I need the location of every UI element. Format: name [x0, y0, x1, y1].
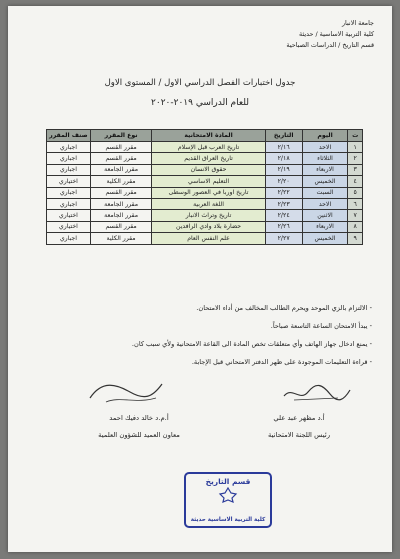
university-name: جامعة الانبار [341, 19, 374, 27]
row-date: ٢/٢٦ [265, 221, 302, 232]
stamp-college: كلية التربية الاساسية حديثة [190, 517, 266, 523]
row-subject: تاريخ العراق القديم [152, 153, 265, 164]
signature-left-scribble [86, 378, 166, 406]
row-day: الاربعاء [302, 221, 348, 232]
col-number: ت [348, 130, 363, 142]
row-number: ٤ [348, 176, 363, 187]
signer-title-right: رئيس اللجنة الامتحانية [267, 431, 330, 439]
row-number: ٣ [348, 164, 363, 175]
signature-vice-dean [74, 410, 204, 444]
row-number: ٥ [348, 187, 363, 198]
document-page [8, 6, 392, 552]
col-subject: المادة الامتحانية [152, 130, 265, 142]
row-course-category: اجباري [47, 164, 91, 175]
table-row [47, 164, 363, 175]
row-date: ٢/١٨ [265, 153, 302, 164]
row-course-type: مقرر الجامعة [90, 164, 152, 175]
row-course-type: مقرر القسم [90, 142, 152, 153]
row-subject: تاريخ اوربا في العصور الوسطى [152, 187, 265, 198]
row-course-type: مقرر القسم [90, 221, 152, 232]
row-course-category: اجباري [47, 198, 91, 209]
table-row [47, 233, 363, 244]
row-day: الاثنين [302, 210, 348, 221]
department-stamp [184, 472, 272, 528]
row-date: ٢/٢٤ [265, 210, 302, 221]
row-day: الثلاثاء [302, 153, 348, 164]
col-day: اليوم [302, 130, 348, 142]
schedule-title: جدول اختبارات الفصل الدراسي الاول / المستوى الاول [104, 78, 296, 88]
college-name: كلية التربية الاساسية / حديثة [299, 30, 374, 38]
row-subject: اللغة العربية [152, 198, 265, 209]
row-date: ٢/٢٣ [265, 198, 302, 209]
row-subject: التعليم الاساسي [152, 176, 265, 187]
row-number: ٩ [348, 233, 363, 244]
row-number: ٢ [348, 153, 363, 164]
stamp-department: قسم التاريخ [205, 477, 251, 486]
row-day: الخميس [302, 233, 348, 244]
col-course-type: نوع المقرر [90, 130, 152, 142]
row-course-type: مقرر القسم [90, 153, 152, 164]
table-row [47, 221, 363, 232]
table-header-row [47, 130, 363, 142]
row-course-category: اجباري [47, 153, 91, 164]
row-day: السبت [302, 187, 348, 198]
row-subject: حضارة بلاد وادي الرافدين [152, 221, 265, 232]
row-date: ٢/٢٧ [265, 233, 302, 244]
row-number: ٦ [348, 198, 363, 209]
row-course-category: اختياري [47, 210, 91, 221]
exam-instructions [132, 299, 372, 371]
row-number: ٧ [348, 210, 363, 221]
table-row [47, 142, 363, 153]
row-subject: تاريخ العرب قبل الإسلام [152, 142, 265, 153]
department-name: قسم التاريخ / الدراسات الصباحية [286, 41, 374, 49]
signer-name-left: أ.م.د خالد دفيك احمد [109, 414, 169, 422]
exam-schedule-table [46, 129, 363, 245]
instruction-start-time: - يبدأ الامتحان الساعة التاسعة صباحاً. [270, 322, 372, 330]
row-day: الاحد [302, 142, 348, 153]
row-day: الاحد [302, 198, 348, 209]
table-row [47, 198, 363, 209]
signature-right-scribble [282, 382, 352, 404]
table-row [47, 176, 363, 187]
row-number: ١ [348, 142, 363, 153]
table-row [47, 153, 363, 164]
row-day: الاربعاء [302, 164, 348, 175]
row-day: الخميس [302, 176, 348, 187]
row-subject: تاريخ وتراث الانبار [152, 210, 265, 221]
col-date: التاريخ [265, 130, 302, 142]
instruction-read-booklet: - قراءة التعليمات الموجودة على ظهر الدفتر الامتحاني قبل الإجابة. [191, 358, 372, 366]
row-subject: علم النفس العام [152, 233, 265, 244]
row-course-type: مقرر الكلية [90, 176, 152, 187]
row-date: ٢/١٩ [265, 164, 302, 175]
signer-name-right: أ.د مظهر عبد علي [273, 414, 325, 422]
instruction-uniform: - الالتزام بالزي الموحد ويحرم الطالب المخالف من أداء الامتحان. [196, 304, 372, 312]
row-course-type: مقرر الجامعة [90, 198, 152, 209]
academic-year: للعام الدراسي ٢٠١٩-٢٠٢٠ [151, 98, 249, 108]
row-date: ٢/٢٢ [265, 187, 302, 198]
table-row [47, 187, 363, 198]
row-course-category: اجباري [47, 187, 91, 198]
row-course-category: اجباري [47, 142, 91, 153]
row-number: ٨ [348, 221, 363, 232]
stamp-emblem-icon [218, 487, 238, 503]
row-course-type: مقرر الجامعة [90, 210, 152, 221]
col-course-category: صنف المقرر [47, 130, 91, 142]
row-course-type: مقرر الكلية [90, 233, 152, 244]
table-row [47, 210, 363, 221]
signature-committee-head [244, 410, 354, 444]
instruction-no-phones: - يمنع ادخال جهاز الهاتف وأي متعلقات تخص المادة الى القاعة الامتحانية ولأي سبب كان. [131, 340, 372, 348]
row-date: ٢/١٦ [265, 142, 302, 153]
institution-header [286, 18, 374, 51]
row-course-type: مقرر القسم [90, 187, 152, 198]
row-subject: حقوق الانسان [152, 164, 265, 175]
signer-title-left: معاون العميد للشؤون العلمية [98, 431, 180, 439]
row-course-category: اختياري [47, 221, 91, 232]
row-course-category: اجباري [47, 233, 91, 244]
row-date: ٢/٢٠ [265, 176, 302, 187]
row-course-category: اختياري [47, 176, 91, 187]
